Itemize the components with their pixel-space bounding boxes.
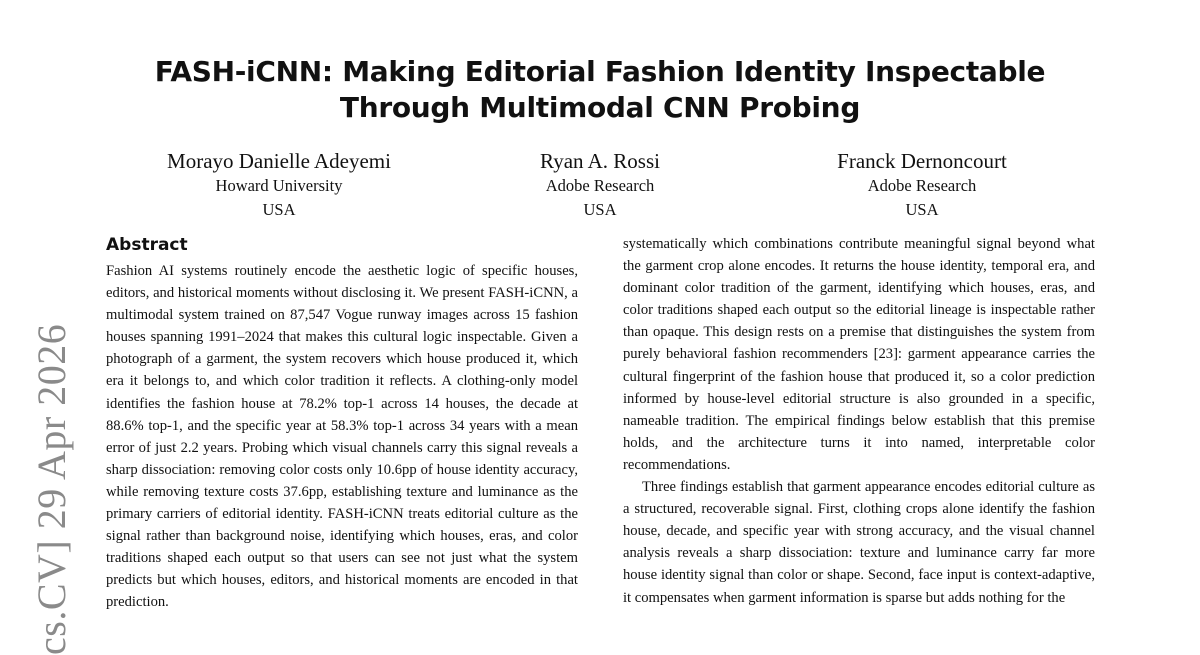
author-name: Ryan A. Rossi bbox=[540, 149, 660, 173]
arxiv-side-stamp: cs.CV] 29 Apr 2026 bbox=[29, 323, 74, 655]
intro-paragraph-findings: Three findings establish that garment appearance encodes editorial culture as a structured, recoverable signal. First, clothing crops alone identify the fashion house, decade, and specific year with strong accuracy, and the visual channel analysis reveals a sharp dissociation: texture and luminance carry far more house identity signal than color or shape. Second, face input is context-adaptive, it compensates when garment information is sparse but adds nothing for the bbox=[623, 479, 1095, 606]
author-block-1 bbox=[119, 148, 439, 222]
author-affiliation: Adobe Research bbox=[545, 176, 655, 195]
author-name: Morayo Danielle Adeyemi bbox=[167, 149, 391, 173]
author-country: USA bbox=[583, 200, 617, 219]
author-block-3 bbox=[762, 148, 1082, 222]
paper-title bbox=[0, 54, 1200, 126]
left-column bbox=[106, 233, 578, 614]
right-column bbox=[623, 233, 1095, 609]
author-affiliation: Howard University bbox=[215, 176, 343, 195]
author-country: USA bbox=[262, 200, 296, 219]
author-country: USA bbox=[905, 200, 939, 219]
paper-title-line-1: FASH-iCNN: Making Editorial Fashion Identity Inspectable bbox=[154, 55, 1046, 88]
author-block-2 bbox=[440, 148, 760, 222]
paper-title-line-2: Through Multimodal CNN Probing bbox=[339, 91, 861, 124]
intro-paragraph-continued: systematically which combinations contribute meaningful signal beyond what the garment crop alone encodes. It returns the house identity, temporal era, and dominant color tradition of the garment, identifying which houses, eras, and color traditions shaped each output so the editorial lineage is inspectable rather than opaque. This design rests on a premise that distinguishes the system from purely behavioral fashion recommenders [23]: garment appearance carries the cultural fingerprint of the fashion house that produced it, so a color prediction informed by house-level editorial structure is also grounded in a specific, nameable tradition. The empirical findings below establish that this premise holds, and the architecture turns it into named, interpretable color recommendations. bbox=[623, 236, 1095, 473]
abstract-paragraph: Fashion AI systems routinely encode the aesthetic logic of specific houses, editors, and historical moments without disclosing it. We present FASH-iCNN, a multimodal system trained on 87,547 Vogue runway images across 15 fashion houses spanning 1991–2024 that makes this cultural logic inspectable. Given a photograph of a garment, the system recovers which house produced it, which era it belongs to, and which color tradition it reflects. A clothing-only model identifies the fashion house at 78.2% top-1 across 14 houses, the decade at 88.6% top-1, and the specific year at 58.3% top-1 across 34 years with a mean error of just 2.2 years. Probing which visual channels carry this signal reveals a sharp dissociation: removing color costs only 10.6pp of house identity accuracy, while removing texture costs 37.6pp, establishing texture and luminance as the primary carriers of editorial identity. FASH-iCNN treats editorial culture as the signal rather than background noise, identifying which houses, eras, and color traditions shaped each output so that users can see not just what the system predicts but which houses, editors, and historical moments are encoded in that prediction. bbox=[106, 263, 578, 611]
author-name: Franck Dernoncourt bbox=[837, 149, 1007, 173]
abstract-heading: Abstract bbox=[106, 235, 188, 255]
author-affiliation: Adobe Research bbox=[867, 176, 977, 195]
